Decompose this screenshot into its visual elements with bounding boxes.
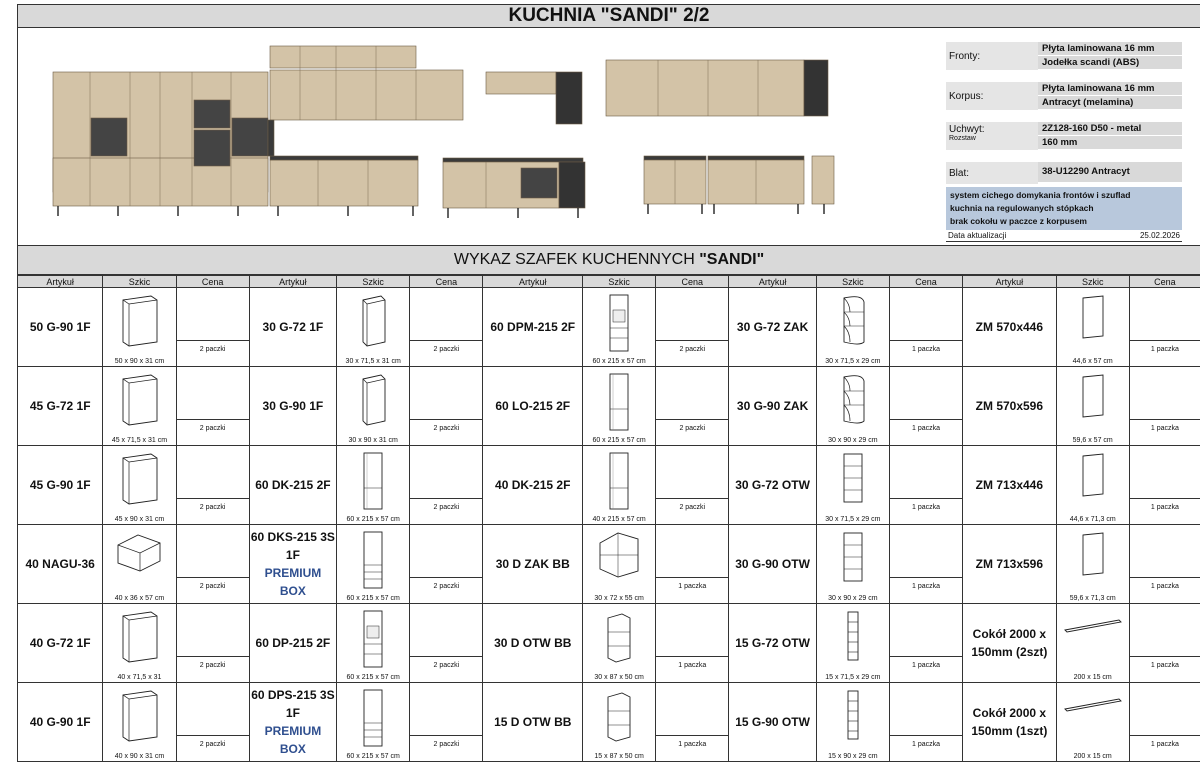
article-cell bbox=[483, 288, 583, 367]
package-count: 1 paczka bbox=[890, 425, 962, 432]
price-value bbox=[177, 288, 249, 341]
note: kuchnia na regulowanych stópkach bbox=[950, 202, 1178, 215]
spec-body bbox=[946, 82, 1182, 110]
article-code: 50 G-90 1F bbox=[30, 320, 91, 334]
price-cell bbox=[1129, 604, 1200, 683]
package-count: 1 paczka bbox=[1130, 662, 1200, 669]
dimensions: 40 x 215 x 57 cm bbox=[583, 516, 655, 523]
price-cell bbox=[1129, 367, 1200, 446]
article-cell bbox=[249, 288, 336, 367]
price-cell bbox=[889, 525, 962, 604]
package-count: 2 paczki bbox=[656, 346, 728, 353]
article-cell bbox=[483, 367, 583, 446]
spec-value: Antracyt (melamina) bbox=[1038, 96, 1182, 109]
article-cell bbox=[18, 288, 103, 367]
corner-shelf-icon bbox=[817, 292, 889, 348]
price-cell bbox=[889, 604, 962, 683]
spec-label: Fronty: bbox=[946, 42, 1038, 70]
article-code: 15 D OTW BB bbox=[494, 715, 571, 729]
table-row bbox=[18, 604, 1200, 683]
dimensions: 40 x 36 x 57 cm bbox=[103, 595, 175, 602]
price-value bbox=[410, 367, 482, 420]
dimensions: 15 x 71,5 x 29 cm bbox=[817, 674, 889, 681]
sketch-cell bbox=[816, 367, 889, 446]
article-code: 15 G-90 OTW bbox=[735, 715, 810, 729]
article-code: 60 DK-215 2F bbox=[255, 478, 330, 492]
spec-value: 38-U12290 Antracyt bbox=[1038, 162, 1182, 182]
kitchen-illustration bbox=[18, 28, 938, 245]
spec-worktop bbox=[946, 162, 1182, 184]
package-count: 1 paczka bbox=[1130, 741, 1200, 748]
dimensions: 60 x 215 x 57 cm bbox=[337, 595, 409, 602]
price-value bbox=[890, 683, 962, 736]
price-value bbox=[1130, 683, 1200, 736]
tall-cabinet-open-icon bbox=[583, 292, 655, 354]
premium-label: BOX bbox=[250, 740, 336, 758]
price-cell bbox=[410, 604, 483, 683]
spec-value: Płyta laminowana 16 mm bbox=[1038, 82, 1182, 95]
tall-cabinet-icon bbox=[583, 371, 655, 433]
article-code: 60 DPM-215 2F bbox=[490, 320, 575, 334]
price-cell bbox=[889, 367, 962, 446]
price-cell bbox=[176, 367, 249, 446]
top-section bbox=[17, 28, 1200, 245]
column-header: Artykuł bbox=[483, 276, 583, 288]
tall-cabinet-drawers-icon bbox=[337, 529, 409, 591]
plinth-icon bbox=[1057, 608, 1129, 642]
price-cell bbox=[410, 683, 483, 762]
price-value bbox=[1130, 367, 1200, 420]
package-count: 1 paczka bbox=[890, 504, 962, 511]
price-value bbox=[410, 604, 482, 657]
article-cell bbox=[483, 525, 583, 604]
dimensions: 40 x 90 x 31 cm bbox=[103, 753, 175, 760]
dimensions: 59,6 x 71,3 cm bbox=[1057, 595, 1129, 602]
dimensions: 60 x 215 x 57 cm bbox=[583, 358, 655, 365]
article-cell bbox=[18, 446, 103, 525]
price-value bbox=[1130, 446, 1200, 499]
article-cell bbox=[729, 604, 816, 683]
dimensions: 200 x 15 cm bbox=[1057, 753, 1129, 760]
article-cell bbox=[729, 288, 816, 367]
column-header: Artykuł bbox=[249, 276, 336, 288]
price-value bbox=[410, 525, 482, 578]
package-count: 1 paczka bbox=[890, 741, 962, 748]
table-header-row bbox=[18, 276, 1200, 288]
sketch-cell bbox=[583, 683, 656, 762]
panel-icon bbox=[1057, 529, 1129, 579]
dimensions: 45 x 71,5 x 31 cm bbox=[103, 437, 175, 444]
cabinet-table bbox=[17, 275, 1200, 762]
article-code: 40 G-72 1F bbox=[30, 636, 91, 650]
sketch-cell bbox=[337, 683, 410, 762]
dimensions: 59,6 x 57 cm bbox=[1057, 437, 1129, 444]
price-cell bbox=[889, 288, 962, 367]
price-cell bbox=[410, 525, 483, 604]
spec-label: Blat: bbox=[946, 162, 1038, 184]
article-cell bbox=[963, 288, 1057, 367]
package-count: 2 paczki bbox=[177, 425, 249, 432]
column-header: Cena bbox=[889, 276, 962, 288]
update-date: 25.02.2026 bbox=[1140, 231, 1180, 240]
base-open-shelf-icon bbox=[583, 608, 655, 664]
package-count: 2 paczki bbox=[410, 583, 482, 590]
table-row bbox=[18, 446, 1200, 525]
column-header: Szkic bbox=[337, 276, 410, 288]
sketch-cell bbox=[1056, 446, 1129, 525]
price-value bbox=[890, 604, 962, 657]
column-header: Szkic bbox=[103, 276, 176, 288]
package-count: 1 paczka bbox=[656, 662, 728, 669]
price-value bbox=[410, 683, 482, 736]
package-count: 1 paczka bbox=[1130, 425, 1200, 432]
sketch-cell bbox=[103, 604, 176, 683]
article-code: 30 G-90 1F bbox=[263, 399, 324, 413]
base-open-shelf-icon bbox=[583, 687, 655, 743]
article-code: 40 G-90 1F bbox=[30, 715, 91, 729]
corner-base-shelf-icon bbox=[583, 529, 655, 579]
sketch-cell bbox=[583, 367, 656, 446]
price-value bbox=[656, 288, 728, 341]
article-code: 30 G-72 1F bbox=[263, 320, 324, 334]
price-cell bbox=[656, 683, 729, 762]
price-value bbox=[656, 446, 728, 499]
tall-cabinet-icon bbox=[337, 450, 409, 512]
price-cell bbox=[176, 683, 249, 762]
article-cell bbox=[483, 446, 583, 525]
dimensions: 40 x 71,5 x 31 bbox=[103, 674, 175, 681]
price-value bbox=[1130, 525, 1200, 578]
dimensions: 60 x 215 x 57 cm bbox=[337, 674, 409, 681]
spec-sublabel: Rozstaw bbox=[949, 135, 1035, 142]
article-code: 45 G-72 1F bbox=[30, 399, 91, 413]
sketch-cell bbox=[103, 446, 176, 525]
page-title: KUCHNIA "SANDI" 2/2 bbox=[17, 4, 1200, 28]
article-cell bbox=[249, 446, 336, 525]
price-cell bbox=[1129, 446, 1200, 525]
dimensions: 45 x 90 x 31 cm bbox=[103, 516, 175, 523]
sketch-cell bbox=[816, 683, 889, 762]
package-count: 1 paczka bbox=[890, 583, 962, 590]
dimensions: 30 x 90 x 31 cm bbox=[337, 437, 409, 444]
premium-label: PREMIUM bbox=[250, 564, 336, 582]
article-cell bbox=[963, 367, 1057, 446]
open-shelf-icon bbox=[817, 529, 889, 585]
sketch-cell bbox=[1056, 525, 1129, 604]
sketch-cell bbox=[583, 288, 656, 367]
article-cell bbox=[963, 446, 1057, 525]
wall-cabinet-icon bbox=[103, 371, 175, 427]
spec-value: Płyta laminowana 16 mm bbox=[1038, 42, 1182, 55]
premium-label: BOX bbox=[250, 582, 336, 600]
package-count: 2 paczki bbox=[410, 741, 482, 748]
price-cell bbox=[176, 446, 249, 525]
article-cell bbox=[729, 683, 816, 762]
column-header: Szkic bbox=[816, 276, 889, 288]
article-code: ZM 713x596 bbox=[976, 557, 1043, 571]
article-cell bbox=[963, 525, 1057, 604]
package-count: 2 paczki bbox=[410, 662, 482, 669]
article-cell bbox=[963, 604, 1057, 683]
sketch-cell bbox=[1056, 604, 1129, 683]
article-code: 60 DPS-215 3S 1F bbox=[251, 688, 334, 720]
dimensions: 200 x 15 cm bbox=[1057, 674, 1129, 681]
panel-icon bbox=[1057, 371, 1129, 421]
article-code: 60 DKS-215 3S 1F bbox=[251, 530, 335, 562]
dimensions: 44,6 x 57 cm bbox=[1057, 358, 1129, 365]
dimensions: 60 x 215 x 57 cm bbox=[583, 437, 655, 444]
list-title-text: WYKAZ SZAFEK KUCHENNYCH bbox=[454, 251, 699, 268]
package-count: 2 paczki bbox=[410, 346, 482, 353]
article-cell bbox=[963, 683, 1057, 762]
price-cell bbox=[1129, 525, 1200, 604]
spec-value: Jodełka scandi (ABS) bbox=[1038, 56, 1182, 69]
dimensions: 50 x 90 x 31 cm bbox=[103, 358, 175, 365]
sketch-cell bbox=[1056, 288, 1129, 367]
dimensions: 60 x 215 x 57 cm bbox=[337, 516, 409, 523]
note: brak cokołu w paczce z korpusem bbox=[950, 215, 1178, 228]
table-row bbox=[18, 525, 1200, 604]
article-code: Cokół 2000 x 150mm (1szt) bbox=[971, 706, 1047, 738]
package-count: 2 paczki bbox=[177, 662, 249, 669]
article-cell bbox=[729, 367, 816, 446]
article-cell bbox=[18, 683, 103, 762]
column-header: Cena bbox=[656, 276, 729, 288]
package-count: 1 paczka bbox=[1130, 504, 1200, 511]
column-header: Artykuł bbox=[963, 276, 1057, 288]
package-count: 1 paczka bbox=[656, 583, 728, 590]
package-count: 2 paczki bbox=[177, 583, 249, 590]
package-count: 2 paczki bbox=[177, 346, 249, 353]
column-header: Cena bbox=[1129, 276, 1200, 288]
article-code: 60 LO-215 2F bbox=[495, 399, 570, 413]
list-title-name: "SANDI" bbox=[699, 251, 764, 268]
sketch-cell bbox=[103, 525, 176, 604]
price-value bbox=[1130, 604, 1200, 657]
sketch-cell bbox=[583, 604, 656, 683]
spec-label: Uchwyt: bbox=[949, 124, 985, 135]
price-cell bbox=[410, 288, 483, 367]
specification-panel bbox=[946, 42, 1182, 242]
spec-handle bbox=[946, 122, 1182, 150]
article-cell bbox=[249, 604, 336, 683]
price-value bbox=[177, 446, 249, 499]
hood-cabinet-icon bbox=[103, 529, 175, 575]
dimensions: 15 x 87 x 50 cm bbox=[583, 753, 655, 760]
panel-icon bbox=[1057, 450, 1129, 500]
sketch-cell bbox=[103, 288, 176, 367]
wall-cabinet-narrow-icon bbox=[337, 371, 409, 427]
article-cell bbox=[483, 604, 583, 683]
sketch-cell bbox=[816, 604, 889, 683]
sketch-cell bbox=[337, 288, 410, 367]
sketch-cell bbox=[337, 367, 410, 446]
price-cell bbox=[889, 446, 962, 525]
table-row bbox=[18, 683, 1200, 762]
spec-fronts bbox=[946, 42, 1182, 70]
tall-cabinet-open-icon bbox=[337, 608, 409, 670]
sketch-cell bbox=[103, 683, 176, 762]
corner-shelf-icon bbox=[817, 371, 889, 427]
sketch-cell bbox=[337, 604, 410, 683]
dimensions: 30 x 71,5 x 29 cm bbox=[817, 516, 889, 523]
dimensions: 30 x 90 x 29 cm bbox=[817, 595, 889, 602]
sketch-cell bbox=[1056, 367, 1129, 446]
wall-cabinet-icon bbox=[103, 450, 175, 506]
spec-label: Korpus: bbox=[946, 82, 1038, 110]
open-shelf-narrow-icon bbox=[817, 687, 889, 743]
price-value bbox=[410, 446, 482, 499]
price-cell bbox=[656, 288, 729, 367]
package-count: 2 paczki bbox=[177, 741, 249, 748]
package-count: 1 paczka bbox=[890, 662, 962, 669]
sketch-cell bbox=[103, 367, 176, 446]
package-count: 2 paczki bbox=[656, 504, 728, 511]
note: system cichego domykania frontów i szuflad bbox=[950, 189, 1178, 202]
price-cell bbox=[1129, 288, 1200, 367]
price-value bbox=[890, 288, 962, 341]
sketch-cell bbox=[337, 446, 410, 525]
article-code: ZM 570x596 bbox=[976, 399, 1043, 413]
premium-label: PREMIUM bbox=[250, 722, 336, 740]
spec-value: 160 mm bbox=[1038, 136, 1182, 149]
sketch-cell bbox=[583, 446, 656, 525]
package-count: 1 paczka bbox=[656, 741, 728, 748]
table-row bbox=[18, 288, 1200, 367]
dimensions: 30 x 90 x 29 cm bbox=[817, 437, 889, 444]
price-value bbox=[656, 525, 728, 578]
price-cell bbox=[176, 604, 249, 683]
dimensions: 44,6 x 71,3 cm bbox=[1057, 516, 1129, 523]
catalog-page bbox=[17, 4, 1200, 760]
dimensions: 30 x 71,5 x 29 cm bbox=[817, 358, 889, 365]
price-cell bbox=[410, 367, 483, 446]
article-code: 40 NAGU-36 bbox=[26, 557, 95, 571]
price-cell bbox=[656, 525, 729, 604]
sketch-cell bbox=[1056, 683, 1129, 762]
price-cell bbox=[1129, 683, 1200, 762]
price-cell bbox=[176, 525, 249, 604]
wall-cabinet-narrow-icon bbox=[337, 292, 409, 348]
package-count: 2 paczki bbox=[410, 504, 482, 511]
sketch-cell bbox=[583, 525, 656, 604]
article-code: 30 G-72 OTW bbox=[735, 478, 810, 492]
spec-value: 2Z128-160 D50 - metal bbox=[1038, 122, 1182, 135]
panel-icon bbox=[1057, 292, 1129, 342]
article-code: ZM 570x446 bbox=[976, 320, 1043, 334]
tall-cabinet-drawers-icon bbox=[337, 687, 409, 749]
article-code: 45 G-90 1F bbox=[30, 478, 91, 492]
price-cell bbox=[889, 683, 962, 762]
column-header: Szkic bbox=[583, 276, 656, 288]
dimensions: 60 x 215 x 57 cm bbox=[337, 753, 409, 760]
price-value bbox=[177, 683, 249, 736]
price-cell bbox=[176, 288, 249, 367]
list-title bbox=[17, 245, 1200, 275]
article-cell bbox=[729, 446, 816, 525]
update-label: Data aktualizacji bbox=[948, 231, 1006, 240]
article-cell bbox=[18, 367, 103, 446]
price-value bbox=[177, 525, 249, 578]
column-header: Szkic bbox=[1056, 276, 1129, 288]
article-code: 30 G-90 ZAK bbox=[737, 399, 808, 413]
price-cell bbox=[656, 604, 729, 683]
article-code: Cokół 2000 x 150mm (2szt) bbox=[971, 627, 1047, 659]
column-header: Cena bbox=[176, 276, 249, 288]
update-row bbox=[946, 230, 1182, 242]
price-cell bbox=[410, 446, 483, 525]
wall-cabinet-icon bbox=[103, 608, 175, 664]
article-code: 60 DP-215 2F bbox=[256, 636, 331, 650]
package-count: 2 paczki bbox=[410, 425, 482, 432]
sketch-cell bbox=[816, 446, 889, 525]
dimensions: 30 x 71,5 x 31 cm bbox=[337, 358, 409, 365]
article-code: 30 D ZAK BB bbox=[496, 557, 570, 571]
price-value bbox=[890, 367, 962, 420]
article-cell bbox=[249, 367, 336, 446]
price-value bbox=[1130, 288, 1200, 341]
wall-cabinet-icon bbox=[103, 687, 175, 743]
package-count: 1 paczka bbox=[1130, 583, 1200, 590]
price-value bbox=[656, 683, 728, 736]
column-header: Artykuł bbox=[18, 276, 103, 288]
article-code: ZM 713x446 bbox=[976, 478, 1043, 492]
article-cell bbox=[249, 683, 336, 762]
article-cell bbox=[18, 604, 103, 683]
price-value bbox=[890, 446, 962, 499]
table-row bbox=[18, 367, 1200, 446]
column-header: Artykuł bbox=[729, 276, 816, 288]
article-cell bbox=[729, 525, 816, 604]
dimensions: 15 x 90 x 29 cm bbox=[817, 753, 889, 760]
notes-box bbox=[946, 187, 1182, 230]
article-cell bbox=[249, 525, 336, 604]
price-value bbox=[177, 604, 249, 657]
article-code: 40 DK-215 2F bbox=[495, 478, 570, 492]
package-count: 2 paczki bbox=[656, 425, 728, 432]
open-shelf-icon bbox=[817, 450, 889, 506]
price-value bbox=[410, 288, 482, 341]
wall-cabinet-icon bbox=[103, 292, 175, 348]
price-cell bbox=[656, 367, 729, 446]
price-cell bbox=[656, 446, 729, 525]
dimensions: 30 x 72 x 55 cm bbox=[583, 595, 655, 602]
article-code: 30 G-72 ZAK bbox=[737, 320, 808, 334]
sketch-cell bbox=[816, 288, 889, 367]
tall-cabinet-icon bbox=[583, 450, 655, 512]
price-value bbox=[177, 367, 249, 420]
price-value bbox=[656, 604, 728, 657]
package-count: 1 paczka bbox=[890, 346, 962, 353]
article-cell bbox=[483, 683, 583, 762]
sketch-cell bbox=[816, 525, 889, 604]
column-header: Cena bbox=[410, 276, 483, 288]
article-code: 15 G-72 OTW bbox=[735, 636, 810, 650]
package-count: 1 paczka bbox=[1130, 346, 1200, 353]
package-count: 2 paczki bbox=[177, 504, 249, 511]
article-code: 30 D OTW BB bbox=[494, 636, 571, 650]
plinth-icon bbox=[1057, 687, 1129, 721]
dimensions: 30 x 87 x 50 cm bbox=[583, 674, 655, 681]
open-shelf-narrow-icon bbox=[817, 608, 889, 664]
price-value bbox=[656, 367, 728, 420]
sketch-cell bbox=[337, 525, 410, 604]
price-value bbox=[890, 525, 962, 578]
article-code: 30 G-90 OTW bbox=[735, 557, 810, 571]
article-cell bbox=[18, 525, 103, 604]
